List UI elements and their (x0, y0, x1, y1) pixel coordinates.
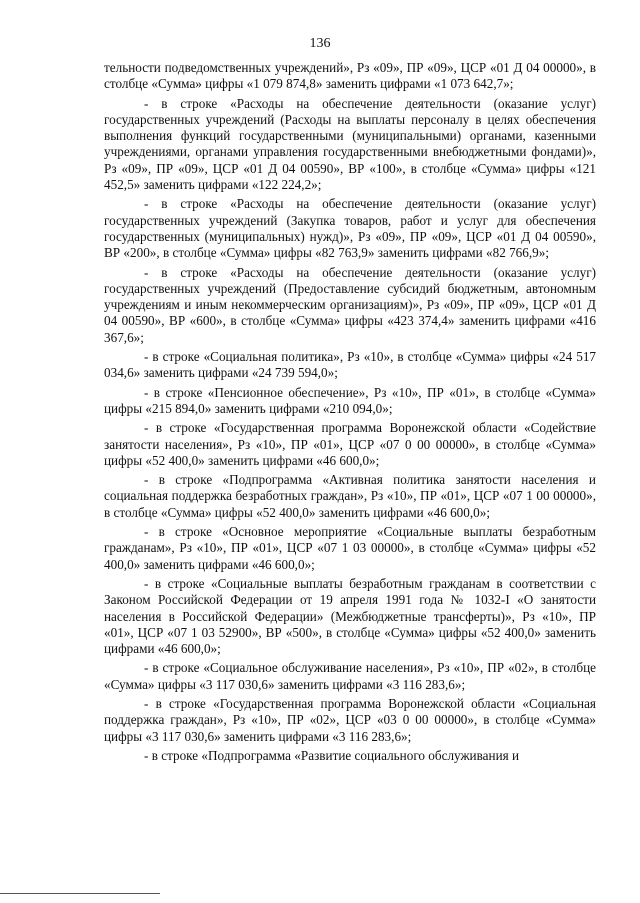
paragraph: - в строке «Основное мероприятие «Социальные выплаты безработным гражданам», Рз «10», ПР «01», ЦСР «07 1 03 00000», в столбце «Сумма» цифры «52 400,0» заменить цифрами «46 600,0»; (104, 524, 596, 572)
paragraph: - в строке «Государственная программа Воронежской области «Социальная поддержка граждан», Рз «10», ПР «02», ЦСР «03 0 00 00000», в столбце «Сумма» цифры «3 117 030,6» заменить цифрами «3 116 283,6»; (104, 695, 596, 744)
paragraph: - в строке «Расходы на обеспечение деятельности (оказание услуг) государственных учреждений (Предоставление субсидий бюджетным, автономным учреждениям и иным некоммерческим организациям)», Рз «09», ПР «09», ЦСР «01 Д 04 00590», ВР «600», в столбце «Сумма» цифры «423 374,4» заменить цифрами «416 367,6»; (104, 264, 596, 345)
paragraph: - в строке «Подпрограмма «Активная политика занятости населения и социальная поддержка безработных граждан», Рз «10», ПР «01», ЦСР «07 1 00 00000», в столбце «Сумма» цифры «52 400,0» заменить цифрами «46 600,0»; (104, 472, 596, 520)
paragraph: - в строке «Расходы на обеспечение деятельности (оказание услуг) государственных учреждений (Закупка товаров, работ и услуг для обеспечения государственных (муниципальных) нужд)», Рз «09», ПР «09», ЦСР «01 Д 04 00590», ВР «200», в столбце «Сумма» цифры «82 763,9» заменить цифрами «82 766,9»; (104, 196, 596, 261)
page-number: 136 (309, 36, 331, 51)
paragraph: тельности подведомственных учреждений», Рз «09», ПР «09», ЦСР «01 Д 04 00000», в столбце «Сумма» цифры «1 079 874,8» заменить цифрами «1 073 642,7»; (104, 60, 596, 92)
paragraph: - в строке «Государственная программа Воронежской области «Содействие занятости населения», Рз «10», ПР «01», ЦСР «07 0 00 00000», в столбце «Сумма» цифры «52 400,0» заменить цифрами «46 600,0»; (104, 420, 596, 468)
paragraph: - в строке «Расходы на обеспечение деятельности (оказание услуг) государственных учреждений (Расходы на выплаты персоналу в целях обеспечения выполнения функций государственными (муниципальными) органами, казенными учреждениями, органами управления государственными внебюджетными фондами)», Рз «09», ПР «09», ЦСР «01 Д 04 00590», ВР «100», в столбце «Сумма» цифры «121 452,5» заменить цифрами «122 224,2»; (104, 95, 596, 193)
footer-rule (0, 893, 160, 894)
paragraph: - в строке «Социальные выплаты безработным гражданам в соответствии с Законом Российской Федерации от 19 апреля 1991 года № 1032-I «О занятости населения в Российской Федерации» (Межбюджетные трансферты)», Рз «10», ПР «01», ЦСР «07 1 03 52900», ВР «500», в столбце «Сумма» цифры «52 400,0» заменить цифрами «46 600,0»; (104, 575, 596, 657)
document-body (104, 60, 596, 767)
paragraph: - в строке «Пенсионное обеспечение», Рз «10», ПР «01», в столбце «Сумма» цифры «215 894,0» заменить цифрами «210 094,0»; (104, 384, 596, 416)
paragraph: - в строке «Социальное обслуживание населения», Рз «10», ПР «02», в столбце «Сумма» цифры «3 117 030,6» заменить цифрами «3 116 283,6»; (104, 660, 596, 692)
paragraph: - в строке «Социальная политика», Рз «10», в столбце «Сумма» цифры «24 517 034,6» заменить цифрами «24 739 594,0»; (104, 349, 596, 381)
paragraph: - в строке «Подпрограмма «Развитие социального обслуживания и (144, 747, 520, 763)
